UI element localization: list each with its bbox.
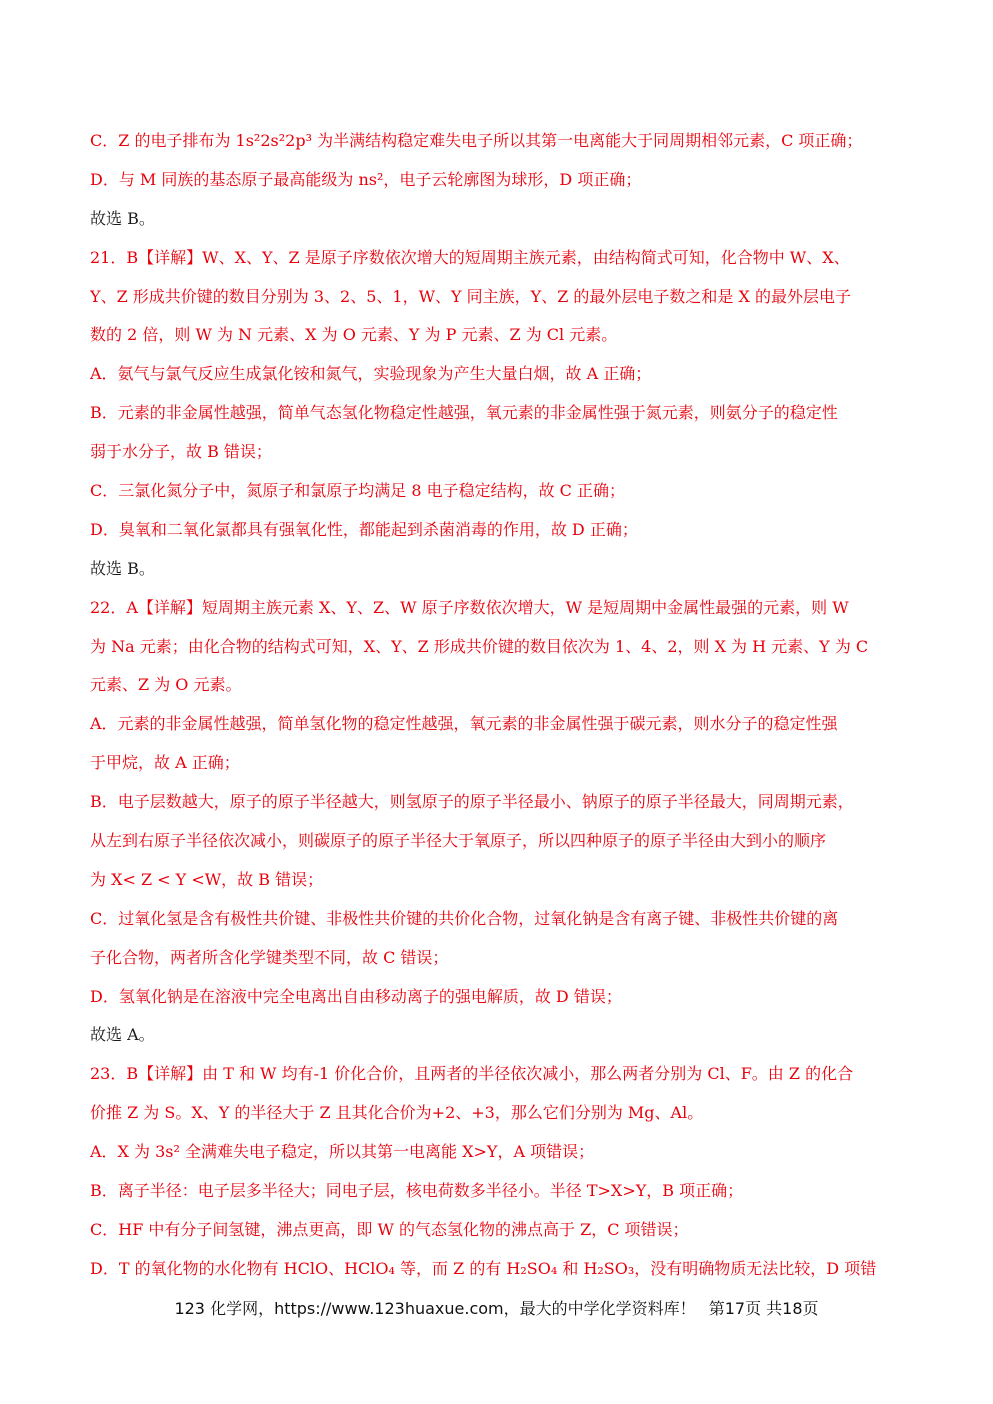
text-line: 于甲烷，故 A 正确； bbox=[90, 753, 240, 773]
text-line: 元素、Z 为 O 元素。 bbox=[90, 675, 242, 695]
footer-page-number: 第17页 共18页 bbox=[708, 1299, 819, 1318]
text-line: 21．B【详解】W、X、Y、Z 是原子序数依次增大的短周期主族元素，由结构简式可知，化合物中 W、X、 bbox=[90, 247, 850, 267]
text-line: B．离子半径：电子层多半径大；同电子层，核电荷数多半径小。半径 T>X>Y，B 项正确； bbox=[90, 1181, 744, 1201]
text-line: A．氨气与氯气反应生成氯化铵和氮气，实验现象为产生大量白烟，故 A 正确； bbox=[90, 364, 652, 384]
text-line: 从左到右原子半径依次减小，则碳原子的原子半径大于氧原子，所以四种原子的原子半径由大到小的顺序 bbox=[90, 831, 827, 851]
text-line: 22．A【详解】短周期主族元素 X、Y、Z、W 原子序数依次增大，W 是短周期中金属性最强的元素，则 W bbox=[90, 597, 849, 617]
footer-site-text: 123 化学网，https://www.123huaxue.com，最大的中学化学资料库！ bbox=[174, 1299, 696, 1318]
text-line: Y、Z 形成共价键的数目分别为 3、2、5、1，W、Y 同主族，Y、Z 的最外层电子数之和是 X 的最外层电子 bbox=[90, 286, 851, 306]
text-line: C．过氧化氢是含有极性共价键、非极性共价键的共价化合物，过氧化钠是含有离子键、非极性共价键的离 bbox=[90, 908, 839, 928]
text-line: D．与 M 同族的基态原子最高能级为 ns²，电子云轮廓图为球形，D 项正确； bbox=[90, 169, 642, 189]
text-line: 故选 B。 bbox=[90, 208, 155, 228]
text-line: 为 X< Z < Y <W，故 B 错误； bbox=[90, 869, 324, 889]
text-line: 故选 B。 bbox=[90, 558, 155, 578]
text-line: D．氢氧化钠是在溶液中完全电离出自由移动离子的强电解质，故 D 错误； bbox=[90, 986, 622, 1006]
page-footer bbox=[0, 1296, 993, 1319]
document-body bbox=[90, 122, 910, 1289]
text-line: B．电子层数越大，原子的原子半径越大，则氢原子的原子半径最小、钠原子的原子半径最大，同周期元素， bbox=[90, 792, 854, 812]
text-line: 子化合物，两者所含化学键类型不同，故 C 错误； bbox=[90, 947, 449, 967]
text-line: 数的 2 倍，则 W 为 N 元素、X 为 O 元素、Y 为 P 元素、Z 为 Cl 元素。 bbox=[90, 325, 618, 345]
text-line: 故选 A。 bbox=[90, 1025, 155, 1045]
text-line: A．元素的非金属性越强，简单氢化物的稳定性越强，氧元素的非金属性强于碳元素，则水分子的稳定性强 bbox=[90, 714, 838, 734]
text-line: A．X 为 3s² 全满难失电子稳定，所以其第一电离能 X>Y，A 项错误； bbox=[90, 1142, 595, 1162]
text-line: 弱于水分子，故 B 错误； bbox=[90, 442, 272, 462]
text-line: C．Z 的电子排布为 1s²2s²2p³ 为半满结构稳定难失电子所以其第一电离能大于同周期相邻元素，C 项正确； bbox=[90, 131, 863, 150]
text-line: D．臭氧和二氧化氯都具有强氧化性，都能起到杀菌消毒的作用，故 D 正确； bbox=[90, 519, 638, 539]
text-line: C．HF 中有分子间氢键，沸点更高，即 W 的气态氢化物的沸点高于 Z，C 项错误； bbox=[90, 1219, 689, 1239]
text-line: 价推 Z 为 S。X、Y 的半径大于 Z 且其化合价为+2、+3，那么它们分别为 Mg、Al。 bbox=[90, 1103, 704, 1123]
text-line: 23．B【详解】由 T 和 W 均有-1 价化合价，且两者的半径依次减小，那么两者分别为 Cl、F。由 Z 的化合 bbox=[90, 1064, 854, 1084]
text-line: C．三氯化氮分子中，氮原子和氯原子均满足 8 电子稳定结构，故 C 正确； bbox=[90, 481, 626, 501]
text-line: B．元素的非金属性越强，简单气态氢化物稳定性越强，氧元素的非金属性强于氮元素，则氨分子的稳定性 bbox=[90, 403, 838, 423]
text-line: 为 Na 元素；由化合物的结构式可知，X、Y、Z 形成共价键的数目依次为 1、4、2，则 X 为 H 元素、Y 为 C bbox=[90, 636, 869, 656]
text-line: D．T 的氧化物的水化物有 HClO、HClO₄ 等，而 Z 的有 H₂SO₄ 和 H₂SO₃，没有明确物质无法比较，D 项错 bbox=[90, 1258, 877, 1278]
